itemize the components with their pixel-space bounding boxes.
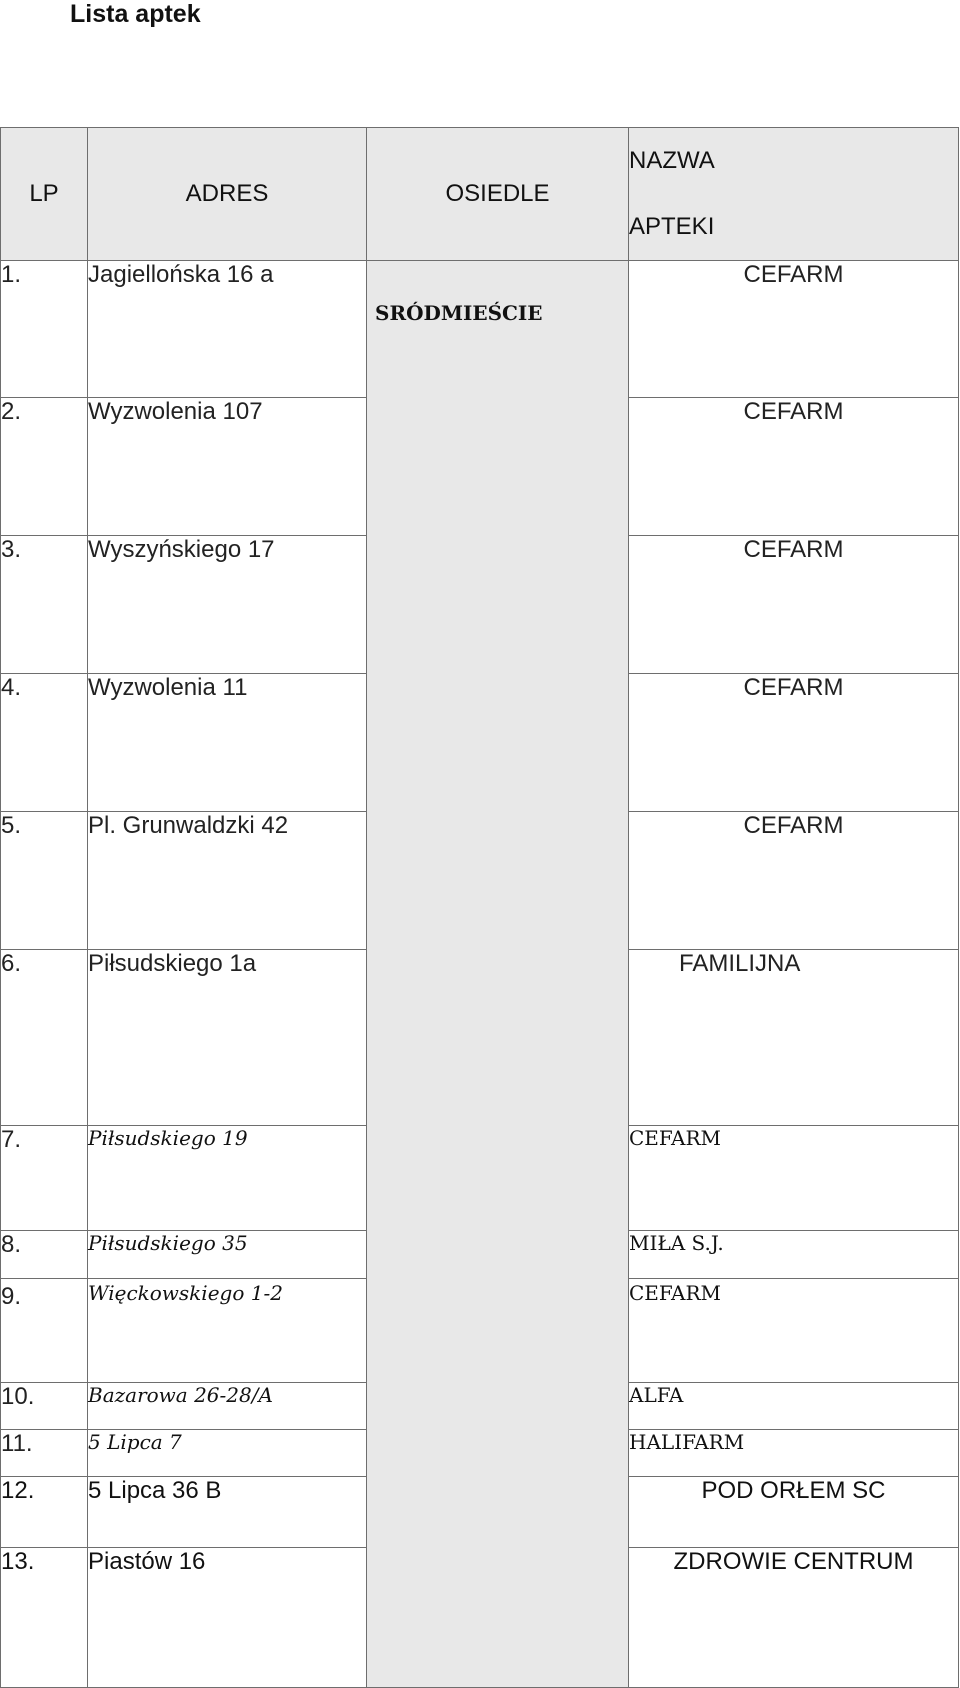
row-nazwa: CEFARM (629, 398, 959, 536)
row-nazwa: POD ORŁEM SC (629, 1477, 959, 1548)
row-lp: 6. (1, 950, 88, 1126)
row-adres: Więckowskiego 1-2 (88, 1279, 367, 1383)
row-adres: Piłsudskiego 35 (88, 1231, 367, 1279)
header-nazwa (629, 128, 959, 261)
row-adres: Wyzwolenia 107 (88, 398, 367, 536)
row-adres: 5 Lipca 7 (88, 1430, 367, 1477)
row-nazwa: CEFARM (629, 261, 959, 398)
row-adres: 5 Lipca 36 B (88, 1477, 367, 1548)
row-adres: Piłsudskiego 1a (88, 950, 367, 1126)
row-nazwa: HALIFARM (629, 1430, 959, 1477)
row-nazwa: ALFA (629, 1383, 959, 1430)
row-lp: 11. (1, 1430, 88, 1477)
osiedle-label: SRÓDMIEŚCIE (375, 301, 543, 325)
row-lp: 8. (1, 1231, 88, 1279)
row-lp: 10. (1, 1383, 88, 1430)
row-nazwa: FAMILIJNA (629, 950, 959, 1126)
row-nazwa: CEFARM (629, 812, 959, 950)
row-adres: Bazarowa 26-28/A (88, 1383, 367, 1430)
row-lp: 12. (1, 1477, 88, 1548)
header-adres: ADRES (88, 128, 367, 261)
row-lp: 4. (1, 674, 88, 812)
table-row (1, 261, 959, 398)
row-adres: Wyszyńskiego 17 (88, 536, 367, 674)
row-nazwa: CEFARM (629, 1279, 959, 1383)
row-adres: Jagiellońska 16 a (88, 261, 367, 398)
header-osiedle: OSIEDLE (367, 128, 629, 261)
table-header-row (1, 128, 959, 261)
row-lp: 2. (1, 398, 88, 536)
row-lp: 5. (1, 812, 88, 950)
row-lp: 3. (1, 536, 88, 674)
row-lp: 13. (1, 1548, 88, 1688)
row-lp: 9. (1, 1279, 88, 1383)
row-adres: Piłsudskiego 19 (88, 1126, 367, 1231)
row-adres: Wyzwolenia 11 (88, 674, 367, 812)
row-lp: 7. (1, 1126, 88, 1231)
header-nazwa-line1: NAZWA (629, 147, 715, 174)
header-nazwa-line2: APTEKI (629, 213, 715, 240)
header-lp: LP (1, 128, 88, 261)
row-nazwa: MIŁA S.J. (629, 1231, 959, 1279)
pharmacy-table (0, 127, 959, 1688)
page-title: Lista aptek (70, 0, 201, 28)
row-adres: Pl. Grunwaldzki 42 (88, 812, 367, 950)
row-nazwa: ZDROWIE CENTRUM (629, 1548, 959, 1688)
row-nazwa: CEFARM (629, 1126, 959, 1231)
row-nazwa: CEFARM (629, 674, 959, 812)
row-nazwa: CEFARM (629, 536, 959, 674)
osiedle-cell (367, 261, 629, 1688)
row-lp: 1. (1, 261, 88, 398)
row-adres: Piastów 16 (88, 1548, 367, 1688)
